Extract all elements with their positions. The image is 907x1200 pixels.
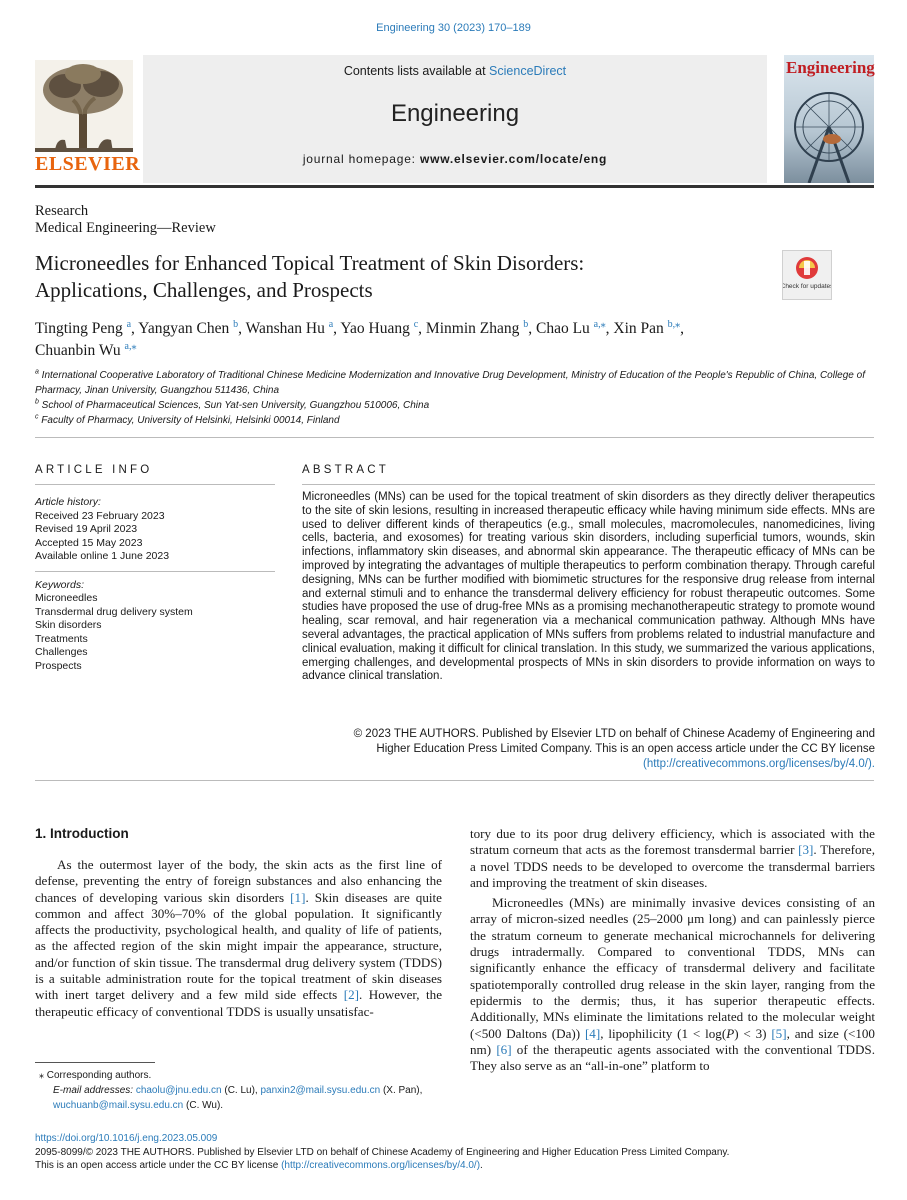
introduction-heading: 1. Introduction xyxy=(35,826,129,841)
history-item: Received 23 February 2023 xyxy=(35,509,165,522)
footer-license-link[interactable]: (http://creativecommons.org/licenses/by/4.0/) xyxy=(281,1160,481,1171)
body-text-run: , lipophilicity (1 < log( xyxy=(600,1025,727,1041)
subsection-name: Medical Engineering—Review xyxy=(35,220,216,236)
history-label: Article history: xyxy=(35,496,101,508)
author-affiliation-link[interactable]: a xyxy=(328,318,334,330)
footer-copyright: 2095-8099/© 2023 THE AUTHORS. Published by Elsevier LTD on behalf of Chinese Academy of Engineering and Higher Education Press Limited Company. xyxy=(35,1146,730,1158)
affiliation-key: a xyxy=(35,368,39,376)
body-paragraph xyxy=(470,895,875,1074)
journal-reference-link[interactable]: Engineering 30 (2023) 170–189 xyxy=(376,22,531,34)
email-addresses xyxy=(35,1083,442,1113)
body-text-run: . Skin diseases are quite common and affect 30%–70% of the global population. It significantly affects the productivity, psychological health, and quality of life of patients, as the affected region of the skin might impair the appearance, structure, and/or function of skin tissue. The transdermal drug delivery system (TDDS) is a suitable administration route for the topical treatment of skin diseases with inert target delivery and a few mild side effects xyxy=(35,889,442,1003)
keyword-item: Microneedles xyxy=(35,592,98,604)
body-text-run: of the therapeutic agents associated with the conventional TDDS. They also serve as an “all-in-one” platform to xyxy=(470,1041,875,1074)
info-divider xyxy=(35,571,275,572)
citation-link[interactable]: [4] xyxy=(584,1025,601,1041)
body-column-left xyxy=(35,857,442,1023)
affiliation-text: School of Pharmaceutical Sciences, Sun Yat-sen University, Guangzhou 510006, China xyxy=(38,400,430,411)
author-affiliation-link[interactable]: c xyxy=(413,318,419,330)
author-affiliation-link[interactable]: a xyxy=(126,318,132,330)
page-footer xyxy=(35,1132,875,1173)
article-info-heading: ARTICLE INFO xyxy=(35,464,153,476)
email-owner: (X. Pan), xyxy=(380,1085,423,1096)
body-paragraph xyxy=(470,826,875,891)
keyword-item: Skin disorders xyxy=(35,619,102,631)
email-link[interactable]: chaolu@jnu.edu.cn xyxy=(135,1085,222,1096)
title-line: Applications, Challenges, and Prospects xyxy=(35,278,373,302)
body-text-run: As the outermost layer of the body, the skin acts as the first line of defense, preventing the entry of foreign substances and also enhancing the chances of developing various skin disorders xyxy=(35,857,442,905)
section-divider xyxy=(35,780,874,781)
citation-link[interactable]: [2] xyxy=(343,987,360,1003)
author-name: Tingting Peng xyxy=(35,320,123,337)
section-divider xyxy=(35,437,874,438)
crossmark-icon xyxy=(783,251,831,299)
cover-title: Engineering xyxy=(786,58,875,77)
email-label: E-mail addresses: xyxy=(53,1085,136,1096)
author-affiliation-link[interactable]: a,⁎ xyxy=(593,318,606,330)
affiliation-key: c xyxy=(35,413,39,421)
body-text-run: ) < 3) xyxy=(734,1025,772,1041)
affiliation xyxy=(35,368,875,398)
abstract-text: Microneedles (MNs) can be used for the topical treatment of skin disorders as they directly deliver therapeutics to the site of skin lesions, resulting in increased therapeutic efficacy while having minimum side effects. MNs are used to deliver different kinds of therapeutics (e.g., small molecules, macromolecules, nanomedicines, living cells, bacteria, and exosomes) for treating various skin disorders, including superficial tumors, wounds, skin infections, inflammatory skin diseases, and abnormal skin appearance. The therapeutic efficacy of MNs can be improved by integrating the advantages of multiple therapeutics to perform combination therapy. Through careful designing, MNs can be further modified with biomimetic structures for the responsive drug release from internal and external stimuli and to enhance the transdermal delivery efficiency for robust therapeutic outcomes. Some studies have proposed the use of drug-free MNs as a promising mechanotherapeutic strategy to promote wound healing, scar removal, and hair regeneration via a mechanical communication pathway. Although MNs have several advantages, the practical application of MNs suffers from problems related to industrial manufacture and clinical evaluation, making it difficult for clinical translation. In this study, we summarized the various applications, emerging challenges, and developmental prospects of MNs in skin disorders to provide information on ways to advance clinical translation. xyxy=(302,491,875,683)
history-item: Accepted 15 May 2023 xyxy=(35,536,143,549)
body-text-run: . However, the therapeutic efficacy of conventional TDDS is usually unsatisfac- xyxy=(35,987,443,1019)
body-text-run: Microneedles (MNs) are minimally invasive devices consisting of an array of micron-sized needles (25–2000 μm long) and can painlessly pierce the stratum corneum to generate mechanical microchannels for delivering drugs intradermally. Compared to conventional TDDS, MNs can significantly enhance the efficacy of transdermal delivery and facilitate spatiotemporally controlled drug release in the skin layer, ranging from the epidermis to the dermis; thus, it has superior therapeutic effects. Additionally, MNs eliminate the limitations related to the molecular weight (<500 Daltons (Da)) xyxy=(470,895,875,1041)
keyword-item: Challenges xyxy=(35,646,88,658)
affiliation-text: International Cooperative Laboratory of Traditional Chinese Medicine Modernization and Innovative Drug Development, Ministry of Education of the People's Republic of China, College of Pharmacy, Jinan University, Guangzhou 511436, China xyxy=(35,370,865,396)
affiliation-text: Faculty of Pharmacy, University of Helsinki, Helsinki 00014, Finland xyxy=(38,415,340,426)
check-for-updates-button[interactable] xyxy=(782,250,832,300)
article-title xyxy=(35,250,755,304)
article-section xyxy=(35,203,216,237)
affiliation xyxy=(35,398,875,413)
footnote-rule xyxy=(35,1062,155,1063)
author-affiliation-link[interactable]: b,⁎ xyxy=(667,318,681,330)
affiliation-key: b xyxy=(35,398,39,406)
keyword-item: Prospects xyxy=(35,659,82,672)
copyright-line: Higher Education Press Limited Company. This is an open access article under the CC BY license xyxy=(376,743,875,755)
citation-link[interactable]: [3] xyxy=(798,842,814,858)
abstract-rule xyxy=(302,484,875,485)
article-info xyxy=(35,496,275,673)
keyword-item: Treatments xyxy=(35,632,88,645)
publisher-wordmark: ELSEVIER xyxy=(35,153,141,175)
author-name: Yangyan Chen xyxy=(138,320,230,337)
email-owner: (C. Wu). xyxy=(183,1100,224,1111)
doi-link[interactable]: https://doi.org/10.1016/j.eng.2023.05.009 xyxy=(35,1133,218,1144)
contents-line: Contents lists available at ScienceDirect xyxy=(343,64,567,78)
abstract-copyright xyxy=(302,727,875,772)
email-link[interactable]: wuchuanb@mail.sysu.edu.cn xyxy=(53,1100,184,1111)
author-name: Wanshan Hu xyxy=(245,320,325,337)
body-text-run: , and size (<100 nm) xyxy=(470,1025,875,1057)
email-link[interactable]: panxin2@mail.sysu.edu.cn xyxy=(260,1085,381,1096)
copyright-line: © 2023 THE AUTHORS. Published by Elsevier LTD on behalf of Chinese Academy of Engineering and xyxy=(353,728,875,740)
journal-homepage: journal homepage: www.elsevier.com/locate/eng xyxy=(302,152,608,166)
header-rule xyxy=(35,185,874,188)
author-affiliation-link[interactable]: a,⁎ xyxy=(124,340,137,352)
keyword-list xyxy=(35,592,275,673)
body-text-run: . Therefore, a novel TDDS needs to be developed to overcome the transdermal barriers and improving the treatment of skin diseases. xyxy=(470,842,875,890)
history-list xyxy=(35,510,275,564)
author-name: Xin Pan xyxy=(613,320,664,337)
author-name: Chao Lu xyxy=(535,320,590,337)
section-name: Research xyxy=(35,203,89,219)
license-link[interactable]: (http://creativecommons.org/licenses/by/4.0/). xyxy=(642,758,875,770)
affiliation-list xyxy=(35,368,875,428)
sciencedirect-link[interactable]: ScienceDirect xyxy=(489,64,567,78)
author-name: Yao Huang xyxy=(340,320,410,337)
affiliation xyxy=(35,413,875,428)
body-text-run: tory due to its poor drug delivery efficiency, which is associated with the stratum corneum that acts as the foremost transdermal barrier xyxy=(470,826,875,858)
body-column-right xyxy=(470,826,875,1077)
title-line: Microneedles for Enhanced Topical Treatment of Skin Disorders: xyxy=(35,251,585,275)
homepage-url-link[interactable]: www.elsevier.com/locate/eng xyxy=(419,152,608,166)
citation-link[interactable]: [1] xyxy=(290,889,306,905)
info-rule xyxy=(35,484,275,485)
history-item: Revised 19 April 2023 xyxy=(35,523,138,535)
abstract-heading: ABSTRACT xyxy=(302,464,389,476)
body-paragraph xyxy=(35,857,442,1020)
citation-link[interactable]: [6] xyxy=(496,1041,512,1057)
italic-symbol: P xyxy=(726,1025,735,1041)
keyword-item: Transdermal drug delivery system xyxy=(35,605,193,618)
footer-license: This is an open access article under the CC BY license (http://creativecommons.org/licenses/by/4.0/). xyxy=(35,1160,483,1171)
citation-link[interactable]: [5] xyxy=(771,1025,787,1041)
author-list: Tingting Peng $^a$, Yangyan Chen $^b$, Wanshan Hu $^a$, Yao Huang $^c$, Minmin Zhang $^b$, Chao Lu $^{a,⁎}$, Xin Pan $^{b,⁎}$, Chuanbin Wu $^{a,⁎}$ xyxy=(35,318,684,359)
email-owner: (C. Lu), xyxy=(221,1085,261,1096)
author-affiliation-link[interactable]: b xyxy=(233,318,239,330)
crossmark-label: Check for updates xyxy=(783,283,831,290)
corresponding-footnote xyxy=(35,1068,442,1113)
history-item: Available online 1 June 2023 xyxy=(35,550,170,562)
journal-title: Engineering xyxy=(390,100,520,127)
keywords-label: Keywords: xyxy=(35,578,85,591)
author-name: Minmin Zhang xyxy=(425,320,520,337)
author-affiliation-link[interactable]: b xyxy=(523,318,529,330)
author-name: Chuanbin Wu xyxy=(35,342,121,359)
corresponding-note: ⁎ Corresponding authors. xyxy=(39,1070,152,1081)
